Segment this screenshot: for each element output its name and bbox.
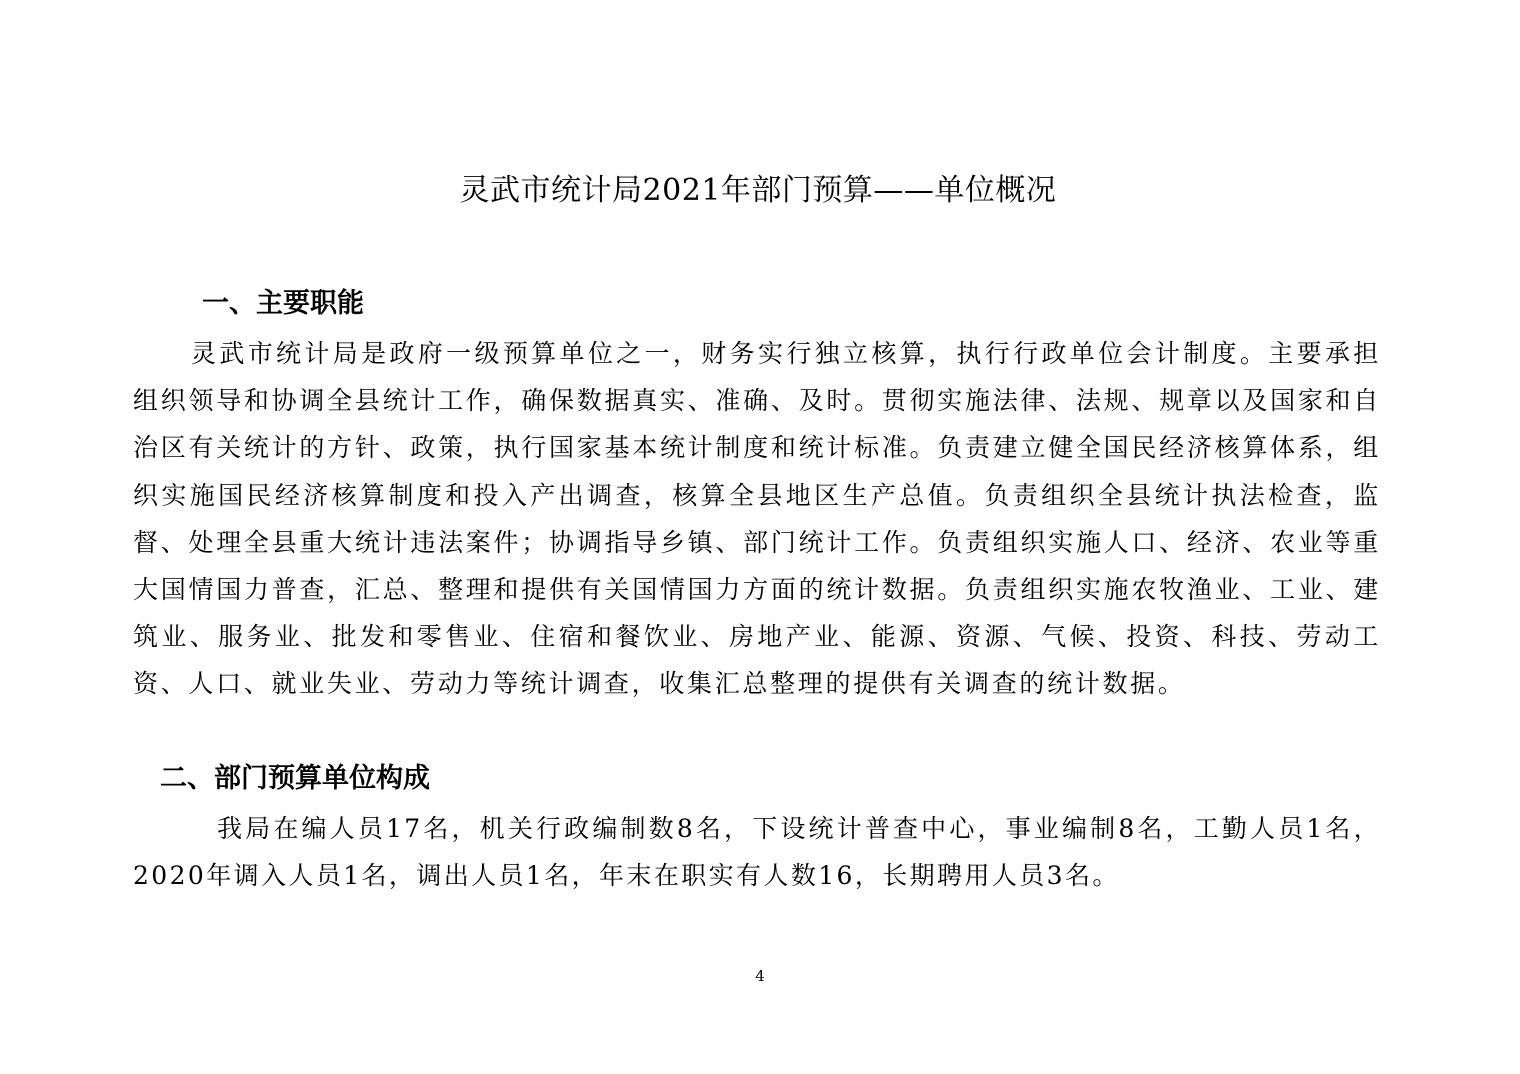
section-heading-budget-units: 二、部门预算单位构成 [160, 763, 430, 794]
page-number: 4 [755, 967, 765, 985]
section-paragraph-budget-units: 我局在编人员17名，机关行政编制数8名，下设统计普查中心，事业编制8名，工勤人员1名，2020年调入人员1名，调出人员1名，年末在职实有人数16，长期聘用人员3名。 [133, 814, 1381, 891]
document-title: 灵武市统计局2021年部门预算——单位概况 [459, 173, 1057, 208]
section-heading-main-functions: 一、主要职能 [202, 288, 364, 319]
section-paragraph-main-functions: 灵武市统计局是政府一级预算单位之一，财务实行独立核算，执行行政单位会计制度。主要承担组织领导和协调全县统计工作，确保数据真实、准确、及时。贯彻实施法律、法规、规章以及国家和自治区有关统计的方针、政策，执行国家基本统计制度和统计标准。负责建立健全国民经济核算体系，组织实施国民经济核算制度和投入产出调查，核算全县地区生产总值。负责组织全县统计执法检查，监督、处理全县重大统计违法案件；协调指导乡镇、部门统计工作。负责组织实施人口、经济、农业等重大国情国力普查，汇总、整理和提供有关国情国力方面的统计数据。负责组织实施农牧渔业、工业、建筑业、服务业、批发和零售业、住宿和餐饮业、房地产业、能源、资源、气候、投资、科技、劳动工资、人口、就业失业、劳动力等统计调查，收集汇总整理的提供有关调查的统计数据。 [133, 339, 1381, 699]
